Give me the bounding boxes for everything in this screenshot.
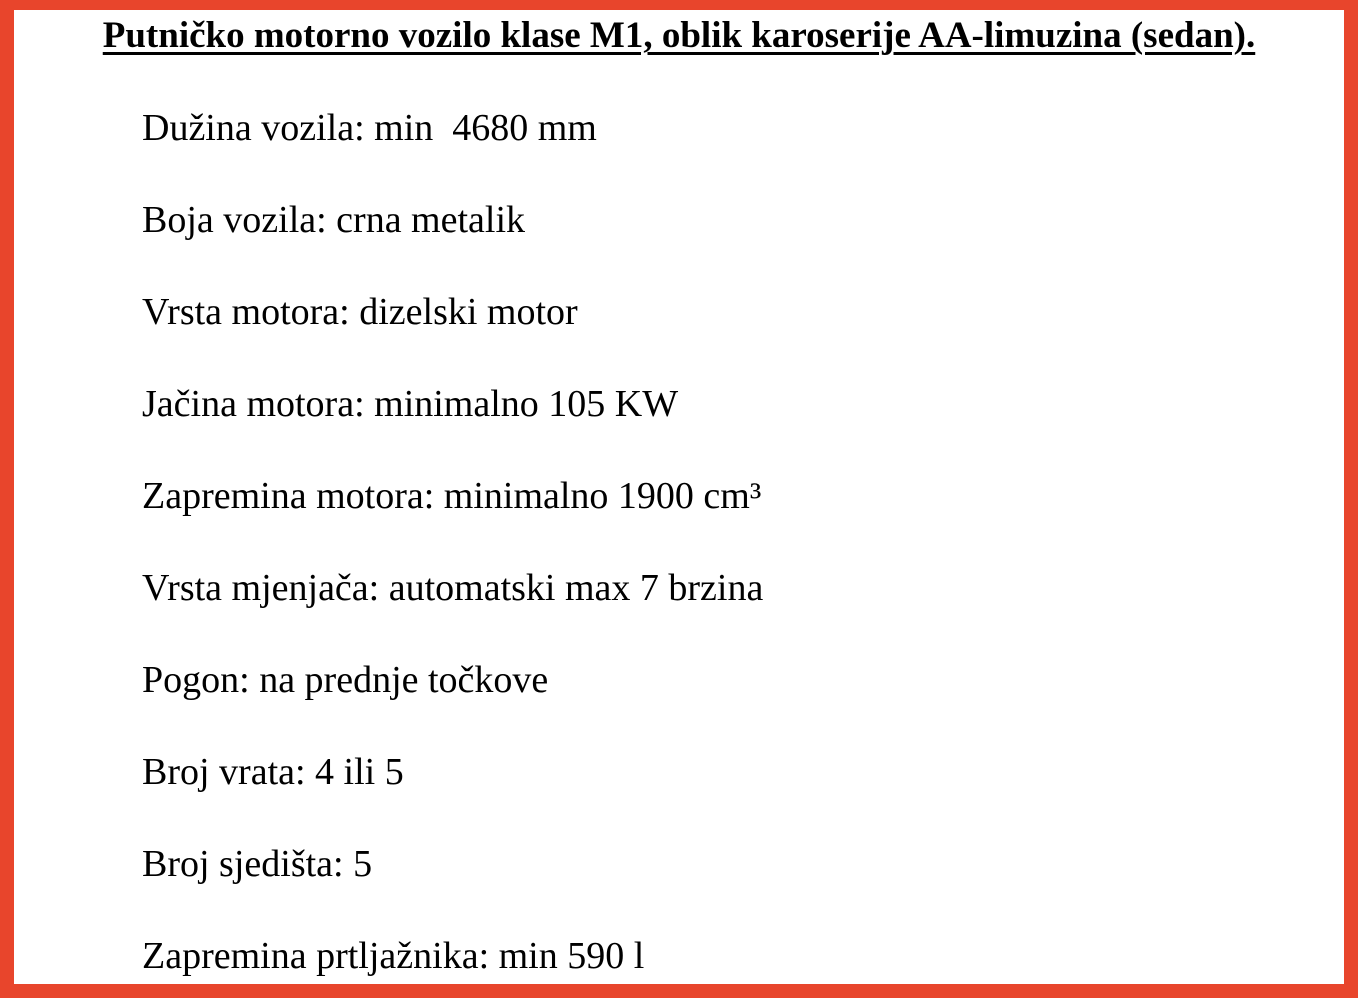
spec-length: Dužina vozila: min 4680 mm — [142, 107, 597, 149]
spec-list — [142, 106, 763, 984]
spec-engine-type: Vrsta motora: dizelski motor — [142, 291, 578, 333]
document-title: Putničko motorno vozilo klase M1, oblik karoserije AA-limuzina (sedan). — [102, 15, 1256, 56]
spec-transmission: Vrsta mjenjača: automatski max 7 brzina — [142, 567, 764, 609]
spec-engine-power: Jačina motora: minimalno 105 KW — [142, 383, 679, 425]
spec-trunk-volume: Zapremina prtljažnika: min 590 l — [142, 935, 645, 977]
spec-seats: Broj sjedišta: 5 — [142, 843, 373, 885]
spec-color: Boja vozila: crna metalik — [142, 199, 526, 241]
spec-drive: Pogon: na prednje točkove — [142, 659, 549, 701]
spec-doors: Broj vrata: 4 ili 5 — [142, 751, 404, 793]
document-page — [14, 10, 1344, 984]
spec-engine-displacement: Zapremina motora: minimalno 1900 cm³ — [142, 475, 762, 517]
